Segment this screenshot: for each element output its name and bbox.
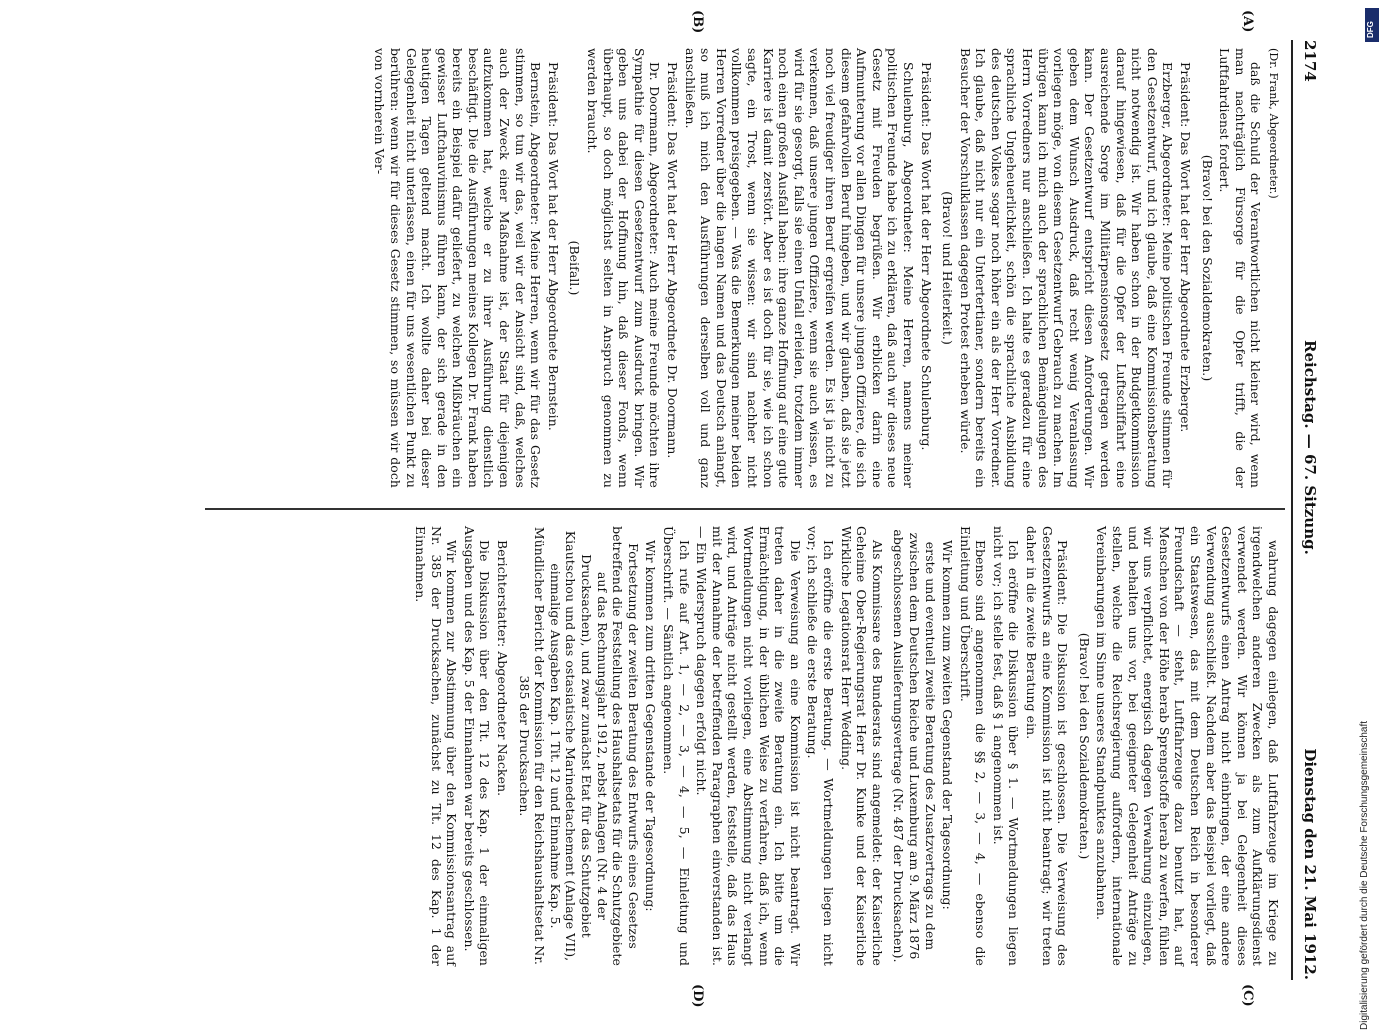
side-note-text: Digitalisierung gefördert durch die Deutsche Forschungsgemeinschaft (1359, 720, 1370, 1030)
right-column-paragraph: Ich eröffne die erste Beratung. — Wortmeldungen liegen nicht vor; ich schließe die erste Beratung. (805, 526, 836, 966)
left-column-paragraph: Bernstein, Abgeordneter: Meine Herren, wenn wir für das Gesetz stimmen, so tun wir das, weil wir der Ansicht sind, daß, welches auch der Zweck einer Maßnahme ist, der Staat für diejenigen aufzukommen hat, welche er zu ihrer Ausführung dienstlich beschäftigt. Die die Ausführungen meines Kollegen Dr. Frank haben bereits ein Beispiel dafür geliefert, zu welchen Mißbräuchen ein gewisser Luftchauvinismus führen kann, der sich gerade in den heutigen Tagen geltend macht. Ich wollte daher bei dieser Gelegenheit nicht unterlassen, einen für uns wesentlichen Punkt zu berühren: wenn wir für dieses Gesetz stimmen, so müssen wir doch von vornherein Ver- (372, 48, 544, 488)
left-column-paragraph: (Beifall.) (567, 240, 583, 296)
left-column-paragraph: Präsident: Das Wort hat der Herr Abgeordnete Schulenburg. (918, 62, 934, 451)
page-date: Dienstag den 21. Mai 1912. (1301, 748, 1319, 980)
left-column-paragraph: (Bravo! bei den Sozialdemokraten.) (1199, 154, 1215, 382)
left-text-column (370, 48, 1281, 488)
right-column-paragraph: wahrung dagegen einlegen, daß Luftfahrzeuge im Kriege zu irgendwelchen anderen Zwecken als zum Aufklärungsdienst verwendet werden. Wir können ja bei Gelegenheit dieses Gesetzentwurfs einen Antrag nicht einbringen, der eine andere Verwendung ausschließt. Nachdem aber das Beispiel vorliegt, daß ein Staatswesen, das mit dem Deutschen Reich in besonderer Freundschaft — steht, Luftfahrzeuge dazu benutzt hat, auf Menschen von der Höhe herab Sprengstoffe herab zu werfen, fühlen wir uns verpflichtet, energisch dagegen Verwahrung einzulegen, und behalten uns vor, bei geeigneter Gelegenheit Anträge zu stellen, welche die Reichsregierung auffordern, internationale Vereinbarungen im Sinne unseres Standpunktes anzubahnen. (1094, 526, 1281, 966)
page-number: 2174 (1301, 40, 1319, 82)
right-text-column (411, 526, 1281, 966)
right-column-paragraph: (Bravo! bei den Sozialdemokraten.) (1076, 632, 1092, 860)
right-column-paragraph: Berichterstatter: Abgeordneter Nacken. (495, 540, 511, 797)
right-column-paragraph: Ich eröffne die Diskussion über § 1. — Wortmeldungen liegen nicht vor; ich stelle fest, daß § 1 angenommen ist. (990, 526, 1022, 966)
right-column-paragraph: Wir kommen zum dritten Gegenstande der Tagesordnung: (643, 540, 659, 912)
left-column-paragraph: (Dr. Frank, Abgeordneter.) (1267, 48, 1280, 199)
margin-letter-b: (B) (690, 10, 705, 34)
margin-letter-a: (A) (1240, 10, 1255, 33)
left-column-paragraph: Präsident: Das Wort hat der Herr Abgeordnete Bernstein. (545, 62, 561, 431)
left-column-paragraph: (Bravo! und Heiterkeit.) (940, 191, 956, 345)
side-note (1359, 50, 1375, 1030)
left-column-paragraph: Schulenburg, Abgeordneter: Meine Herren, namens meiner politischen Freunde habe ich zu erklären, daß auch wir dieses neue Gesetz mit Freuden begrüßen. Wir erblicken darin eine Aufmunterung vor allen Dingen für unsere jungen Offiziere, die sich diesem gefahrvollen Beruf hingeben, und wir glauben, daß sie jetzt noch viel freudiger ihren Beruf ergreifen werden. Es ist ja nicht zu verkennen, daß unsere jungen Offiziere, wenn sie auch wissen, es wird für sie gesorgt, falls sie einen Unfall erleiden, trotzdem immer noch einen großen Ausfall haben: ihre ganze Hoffnung auf eine gute Karriere ist damit zerstört. Aber es ist doch für sie, wie ich schon sagte, ein Trost, wenn sie wissen: wir sind nachher nicht vollkommen preisgegeben. — Was die Bemerkungen meiner beiden Herren Vorredner über die langen Namen und das Deutsch anlangt, so muß ich mich den Ausführungen derselben voll und ganz anschließen. (682, 48, 916, 488)
logo-text: DFG (1366, 21, 1375, 38)
page-header (1289, 40, 1325, 980)
right-column-paragraph: Ebenso sind angenommen die §§ 2, — 3, — 4, — ebenso die Einleitung und Überschrift. (957, 526, 989, 966)
right-column-paragraph: Fortsetzung der zweiten Beratung des Entwurfs eines Gesetzes betreffend die Feststellung des Haushaltsetats für die Schutzgebiete auf das Rechnungsjahr 1912, nebst Anlagen (Nr. 4 der Drucksachen), und zwar zunächst Etat für das Schutzgebiet Kiautschou und das ostasiatische Marinedetachement (Anlage VII), einmalige Ausgaben Kap. 1 Tit. 12 und Einnahme Kap. 5. Mündlicher Bericht der Kommission für den Reichshaushaltsetat Nr. 385 der Drucksachen. (516, 526, 641, 966)
right-column-paragraph: Die Diskussion über den Tit. 12 des Kap. 1 der einmaligen Ausgaben und des Kap. 5 der Einnahmen war bereits geschlossen. (461, 526, 493, 966)
right-column-paragraph: Die Verweisung an eine Kommission ist nicht beantragt. Wir treten daher in die zweite Beratung ein. Ich bitte um die Ermächtigung, in der üblichen Weise zu verfahren, daß ich, wenn Wortmeldungen nicht vorliegen, eine Abstimmung nicht verlangt wird, und Anträge nicht gestellt werden, feststelle, daß das Haus mit der Annahme der betreffenden Paragraphen einverstanden ist. — Ein Widerspruch dagegen erfolgt nicht. (694, 526, 803, 966)
right-column-paragraph: Wir kommen zum zweiten Gegenstand der Tagesordnung: (940, 540, 956, 910)
right-column-paragraph: Als Kommissare des Bundesrats sind angemeldet: der Kaiserliche Geheime Ober-Regierungsrat Herr Dr. Kunke und der Kaiserliche Wirkliche Legationsrat Herr Wedding. (838, 526, 885, 966)
margin-letter-d: (D) (690, 984, 705, 1008)
left-column-paragraph: Präsident: Das Wort hat der Herr Abgeordnete Erzberger. (1178, 62, 1194, 433)
column-divider (205, 508, 1285, 510)
header-rule (1291, 40, 1293, 980)
dfg-logo (1365, 8, 1379, 42)
right-column-paragraph: Präsident: Die Diskussion ist geschlossen. Die Verweisung des Gesetzentwurfs an eine Kommission ist nicht beantragt; wir treten daher in die zweite Beratung ein. (1024, 526, 1071, 966)
margin-letter-c: (C) (1240, 984, 1255, 1007)
right-column-paragraph: erste und eventuell zweite Beratung des Zusatzvertrags zu dem zwischen dem Deutschen Reiche und Luxemburg am 9. März 1876 abgeschlossenen Auslieferungsvertrage (Nr. 487 der Drucksachen). (891, 529, 938, 963)
page-title: Reichstag. — 67. Sitzung. (1301, 340, 1319, 555)
left-column-paragraph: daß die Schuld der Verantwortlichen nicht kleiner wird, wenn man nachträglich Fürsorge für die Opfer trifft, die der Luftfahrdienst fordert. (1217, 48, 1264, 488)
left-column-paragraph: Dr. Doormann, Abgeordneter: Auch meine Freunde möchten ihre Sympathie für diesen Gesetzentwurf zum Ausdruck bringen. Wir geben uns dabei der Hoffnung hin, daß dieser Fonds, wenn überhaupt, so doch möglichst selten in Anspruch genommen zu werden braucht. (585, 48, 663, 488)
rotated-page-content (25, 10, 1325, 1008)
right-column-paragraph: Ich rufe auf Art. 1, — 2, — 3, — 4, — 5, — Einleitung und Überschrift. — Sämtlich angenommen. (661, 526, 692, 966)
left-column-paragraph: Präsident: Das Wort hat der Herr Abgeordnete Dr. Doormann. (665, 62, 681, 459)
right-column-paragraph: Wir kommen zur Abstimmung über den Kommissionsantrag auf Nr. 385 der Drucksachen, zunächst zu Tit. 12 des Kap. 1 der Einnahmen. (413, 526, 460, 966)
left-column-paragraph: Erzberger, Abgeordneter: Meine politischen Freunde stimmen für den Gesetzentwurf, und ich glaube, daß eine Kommissionsberatung nicht notwendig ist. Wir haben schon in der Budgetkommission darauf hingewiesen, daß für die Opfer der Luftschiffahrt eine ausreichende Sorge im Militärpensionsgesetz getragen werden kann. Der Gesetzentwurf entspricht diesen Anforderungen. Wir geben dem Wunsch Ausdruck, daß recht wenig Veranlassung vorliegen möge, von diesem Gesetzentwurf Gebrauch zu machen. Im übrigen kann ich mich auch der sprachlichen Bemängelungen des Herrn Vorredners nur anschließen. Ich halte es geradezu für eine sprachliche Ungeheuerlichkeit, schön die sprachliche Ausbildung des deutschen Volkes sogar noch höher ein als der Herr Vorredner. Ich glaube, daß nicht nur ein Untertertianer, sondern bereits ein Besucher der Vorschulklassen dagegen Protest erheben würde. (957, 48, 1176, 488)
